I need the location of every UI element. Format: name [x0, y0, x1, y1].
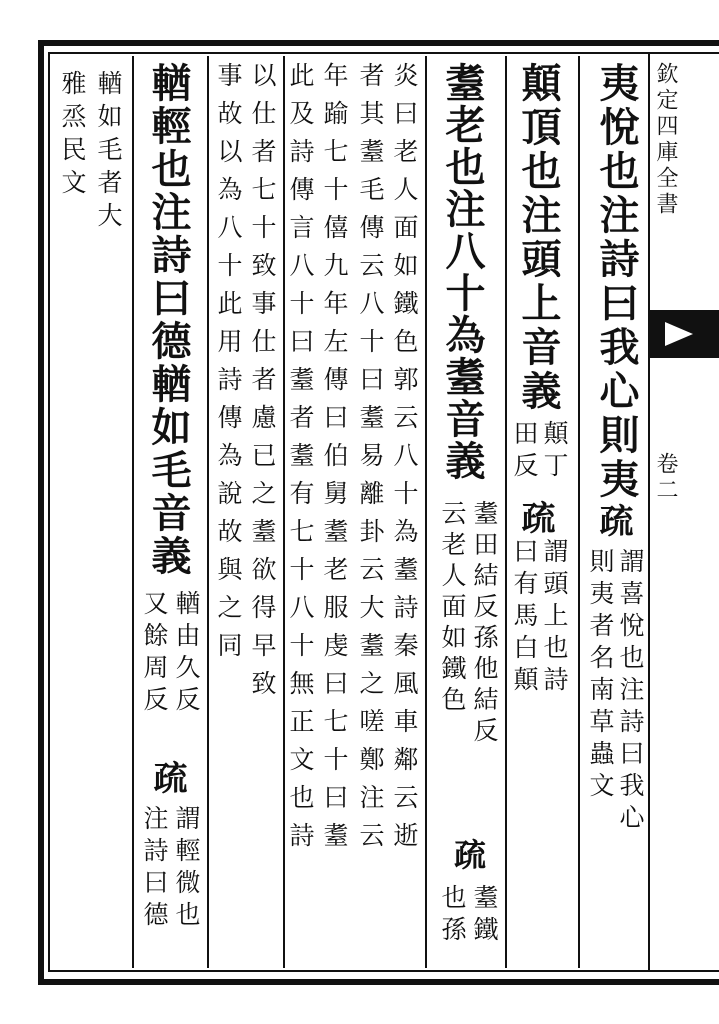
annotation-right: 輶由久反	[172, 590, 201, 718]
annotation-right: 耋鐵	[470, 884, 499, 948]
annotation-right: 耋田結反孫他結反	[470, 500, 499, 748]
shu-marker: 疏	[147, 760, 187, 798]
annotation-left: 又餘周反	[140, 590, 169, 718]
annotation-right: 謂頭上也詩	[540, 538, 569, 698]
volume-label: 卷二	[653, 452, 678, 504]
entry-headword: 顛頂也注頭上音義	[515, 62, 562, 414]
book-title: 欽定四庫全書	[653, 62, 678, 218]
commentary-column: 事故以為八十此用詩傳為說故與之同	[214, 62, 243, 670]
commentary-column: 年踰七十僖九年左傳曰伯舅耋老服虔曰七十曰耋	[320, 62, 349, 860]
commentary-column: 炎曰老人面如鐵色郭云八十為耋詩秦風車鄰云逝	[390, 62, 419, 860]
annotation-left: 也孫	[438, 884, 467, 948]
shu-marker: 疏	[515, 500, 555, 538]
column-rule	[578, 56, 580, 968]
entry-headword: 耋老也注八十為耋音義	[439, 62, 486, 482]
annotation-left: 曰有馬白顛	[510, 538, 539, 698]
annotation-right: 顛丁	[540, 420, 569, 484]
column-rule	[505, 56, 507, 968]
shu-marker: 疏	[449, 838, 487, 874]
annotation-right: 謂輕微也	[172, 805, 201, 933]
entry-headword: 輶輕也注詩曰德輶如毛音義	[145, 62, 192, 578]
annotation-left: 注詩曰德	[140, 805, 169, 933]
fish-tail-notch	[665, 322, 693, 346]
annotation-left: 雅烝民文	[58, 70, 87, 202]
shu-marker: 疏	[593, 503, 633, 541]
annotation-right: 謂喜悅也注詩曰我心	[616, 548, 645, 836]
annotation-left: 則夷者名南草蟲文	[586, 548, 615, 804]
column-rule	[132, 56, 134, 968]
annotation-right: 輶如毛者大	[94, 70, 123, 235]
column-rule	[283, 56, 285, 968]
annotation-left: 田反	[510, 420, 539, 484]
commentary-column: 以仕者七十致事仕者慮已之耋欲得早致	[248, 62, 277, 708]
commentary-column: 者其耋毛傳云八十曰耋易離卦云大耋之嗟鄭注云	[356, 62, 385, 860]
entry-headword: 夷悅也注詩曰我心則夷	[593, 62, 640, 502]
column-rule	[207, 56, 209, 968]
column-rule	[425, 56, 427, 968]
annotation-left: 云老人面如鐵色	[438, 500, 467, 717]
commentary-column: 此及詩傳言八十曰耋者耋有七十八十無正文也詩	[286, 62, 315, 860]
